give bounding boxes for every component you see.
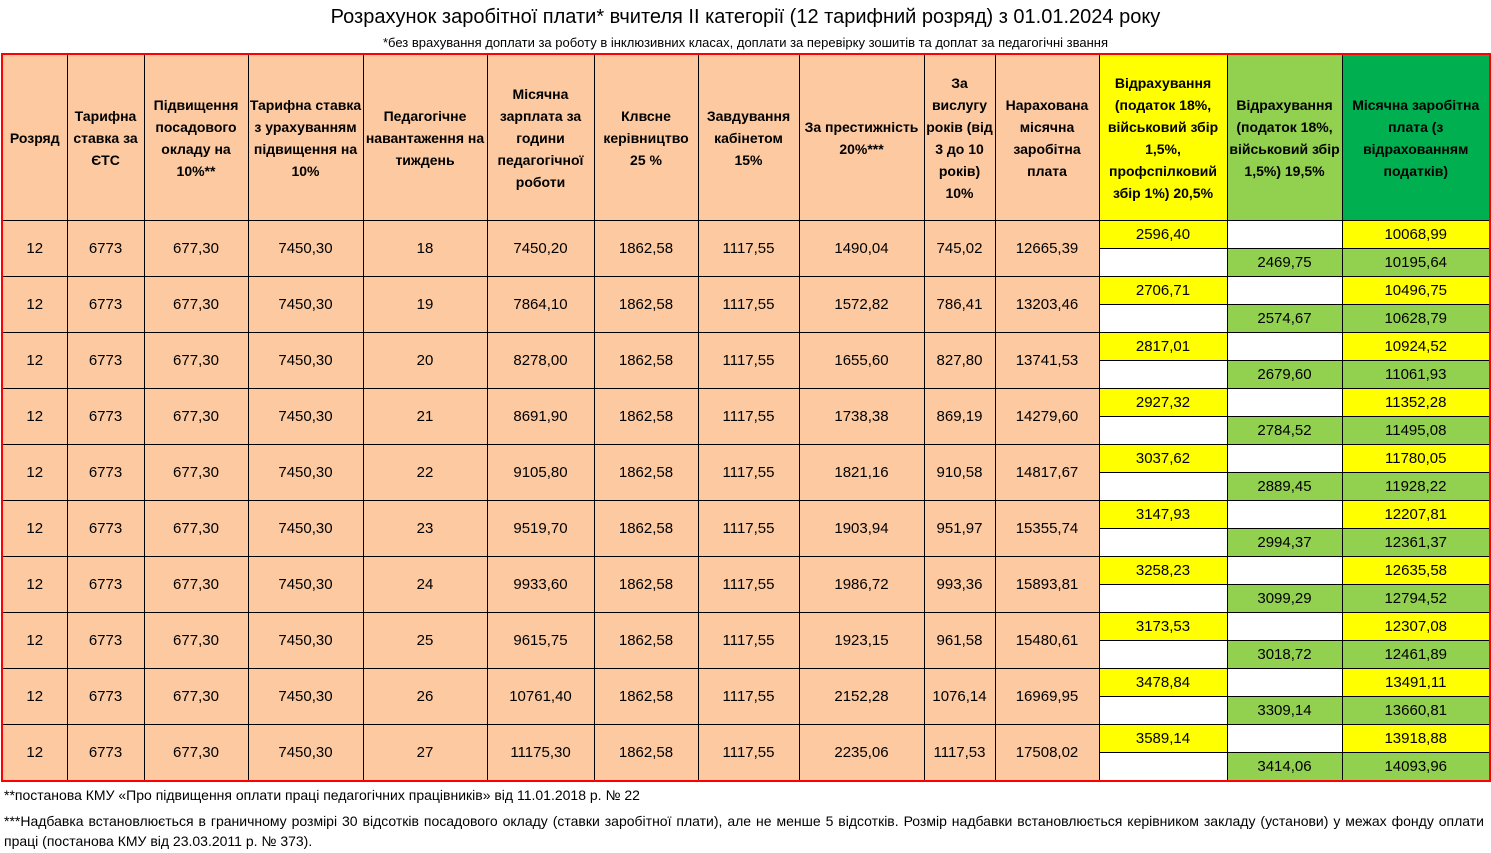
cell-pidvyshchennia: 677,30 [144,669,248,725]
cell-rozriad: 12 [2,725,67,782]
cell-empty [1099,529,1227,557]
cell-zaviduvannia-kabinetom: 1117,55 [698,389,799,445]
header-misiachna-zarplata: Місячна зарплата за години педагогічної роботи [487,54,594,221]
cell-vidrakhuvannia-195: 3414,06 [1227,753,1342,782]
table-row [2,613,1490,641]
cell-stavka-z-pidvyshchenniam: 7450,30 [248,221,363,277]
cell-navantazhennia: 23 [363,501,487,557]
cell-misiachna-zarplata: 11175,30 [487,725,594,782]
header-prestyzhnist: За престижність 20%*** [799,54,924,221]
cell-stavka-z-pidvyshchenniam: 7450,30 [248,445,363,501]
cell-misiachna-zarplata: 9519,70 [487,501,594,557]
cell-prestyzhnist: 1572,82 [799,277,924,333]
cell-vidrakhuvannia-205: 2706,71 [1099,277,1227,305]
cell-navantazhennia: 20 [363,333,487,389]
cell-vidrakhuvannia-195: 2784,52 [1227,417,1342,445]
table-row [2,445,1490,473]
cell-klasne-kerivnytstvo: 1862,58 [594,221,698,277]
cell-vysluha: 993,36 [924,557,995,613]
cell-narakhovana: 15355,74 [995,501,1099,557]
cell-prestyzhnist: 2235,06 [799,725,924,782]
cell-stavka-z-pidvyshchenniam: 7450,30 [248,557,363,613]
header-klasne-kerivnytstvo: Клвсне керівництво 25 % [594,54,698,221]
footnote-kmu-22: **постанова КМУ «Про підвищення оплати праці педагогічних працівників» від 11.01.2018 р. № 22 [4,787,640,803]
cell-misiachna-zarplata: 10761,40 [487,669,594,725]
cell-zaviduvannia-kabinetom: 1117,55 [698,501,799,557]
cell-empty [1227,389,1342,417]
cell-klasne-kerivnytstvo: 1862,58 [594,333,698,389]
header-rozriad: Розряд [2,54,67,221]
cell-vidrakhuvannia-205: 2596,40 [1099,221,1227,249]
cell-narakhovana: 14279,60 [995,389,1099,445]
cell-vysluha: 1076,14 [924,669,995,725]
cell-empty [1099,641,1227,669]
cell-vidrakhuvannia-195: 2679,60 [1227,361,1342,389]
cell-klasne-kerivnytstvo: 1862,58 [594,277,698,333]
cell-empty [1227,221,1342,249]
cell-vysluha: 951,97 [924,501,995,557]
cell-empty [1099,697,1227,725]
cell-navantazhennia: 19 [363,277,487,333]
cell-rozriad: 12 [2,557,67,613]
cell-vysluha: 827,80 [924,333,995,389]
cell-vidrakhuvannia-195: 2469,75 [1227,249,1342,277]
header-misiachna-zarobitna-plata: Місячна заробітна плата (з відрахованням податків) [1342,54,1490,221]
cell-vidrakhuvannia-205: 3589,14 [1099,725,1227,753]
cell-vidrakhuvannia-195: 3099,29 [1227,585,1342,613]
cell-empty [1099,473,1227,501]
header-navantazhennia: Педагогічне навантаження на тиждень [363,54,487,221]
cell-zarplata-205: 10924,52 [1342,333,1490,361]
cell-prestyzhnist: 1490,04 [799,221,924,277]
cell-narakhovana: 15893,81 [995,557,1099,613]
table-row [2,557,1490,585]
cell-empty [1227,557,1342,585]
header-narakhovana: Нарахована місячна заробітна плата [995,54,1099,221]
cell-zarplata-205: 11352,28 [1342,389,1490,417]
cell-empty [1227,669,1342,697]
cell-zaviduvannia-kabinetom: 1117,55 [698,221,799,277]
cell-vidrakhuvannia-205: 3258,23 [1099,557,1227,585]
cell-zaviduvannia-kabinetom: 1117,55 [698,669,799,725]
cell-stavka: 6773 [67,445,144,501]
cell-zarplata-195: 14093,96 [1342,753,1490,782]
cell-navantazhennia: 18 [363,221,487,277]
cell-narakhovana: 13741,53 [995,333,1099,389]
cell-prestyzhnist: 1986,72 [799,557,924,613]
cell-zarplata-195: 13660,81 [1342,697,1490,725]
cell-empty [1227,277,1342,305]
table-row [2,277,1490,305]
cell-rozriad: 12 [2,613,67,669]
cell-rozriad: 12 [2,389,67,445]
cell-vysluha: 1117,53 [924,725,995,782]
cell-navantazhennia: 21 [363,389,487,445]
cell-vidrakhuvannia-195: 2889,45 [1227,473,1342,501]
cell-stavka: 6773 [67,557,144,613]
cell-zarplata-195: 12461,89 [1342,641,1490,669]
cell-vidrakhuvannia-205: 2927,32 [1099,389,1227,417]
cell-empty [1227,333,1342,361]
cell-misiachna-zarplata: 7450,20 [487,221,594,277]
cell-vidrakhuvannia-205: 3147,93 [1099,501,1227,529]
page-subtitle: *без врахування доплати за роботу в інклюзивних класах, доплати за перевірку зошитів та доплат за педагогічні звання [383,35,1108,50]
cell-zarplata-195: 11061,93 [1342,361,1490,389]
cell-empty [1099,361,1227,389]
table-header-row [2,54,1490,221]
cell-pidvyshchennia: 677,30 [144,277,248,333]
table-row [2,669,1490,697]
cell-navantazhennia: 25 [363,613,487,669]
cell-zarplata-205: 10068,99 [1342,221,1490,249]
cell-misiachna-zarplata: 9105,80 [487,445,594,501]
cell-rozriad: 12 [2,445,67,501]
cell-empty [1227,725,1342,753]
cell-pidvyshchennia: 677,30 [144,725,248,782]
cell-vidrakhuvannia-195: 2574,67 [1227,305,1342,333]
cell-empty [1099,417,1227,445]
cell-navantazhennia: 24 [363,557,487,613]
cell-vysluha: 745,02 [924,221,995,277]
cell-empty [1099,585,1227,613]
cell-zaviduvannia-kabinetom: 1117,55 [698,613,799,669]
cell-stavka: 6773 [67,613,144,669]
cell-vidrakhuvannia-205: 2817,01 [1099,333,1227,361]
header-vidrakhuvannia-205: Відрахування (податок 18%, військовий збір 1,5%, профспілковий збір 1%) 20,5% [1099,54,1227,221]
cell-empty [1227,613,1342,641]
cell-zaviduvannia-kabinetom: 1117,55 [698,277,799,333]
cell-rozriad: 12 [2,277,67,333]
cell-rozriad: 12 [2,221,67,277]
cell-zarplata-205: 12207,81 [1342,501,1490,529]
cell-empty [1227,445,1342,473]
salary-table [1,53,1491,782]
header-zaviduvannia-kabinetom: Завдування кабінетом 15% [698,54,799,221]
cell-rozriad: 12 [2,333,67,389]
cell-zarplata-205: 13491,11 [1342,669,1490,697]
cell-stavka: 6773 [67,389,144,445]
cell-zarplata-205: 12307,08 [1342,613,1490,641]
cell-zaviduvannia-kabinetom: 1117,55 [698,333,799,389]
cell-vysluha: 786,41 [924,277,995,333]
table-row [2,389,1490,417]
cell-misiachna-zarplata: 7864,10 [487,277,594,333]
cell-klasne-kerivnytstvo: 1862,58 [594,613,698,669]
cell-narakhovana: 12665,39 [995,221,1099,277]
cell-misiachna-zarplata: 9615,75 [487,613,594,669]
cell-vidrakhuvannia-205: 3173,53 [1099,613,1227,641]
cell-prestyzhnist: 2152,28 [799,669,924,725]
header-pidvyshchennia: Підвищення посадового окладу на 10%** [144,54,248,221]
cell-rozriad: 12 [2,501,67,557]
cell-vidrakhuvannia-205: 3037,62 [1099,445,1227,473]
cell-empty [1099,753,1227,782]
cell-narakhovana: 16969,95 [995,669,1099,725]
cell-vidrakhuvannia-195: 3309,14 [1227,697,1342,725]
header-stavka: Тарифна ставка за ЄТС [67,54,144,221]
cell-stavka-z-pidvyshchenniam: 7450,30 [248,389,363,445]
cell-klasne-kerivnytstvo: 1862,58 [594,389,698,445]
cell-klasne-kerivnytstvo: 1862,58 [594,557,698,613]
cell-stavka-z-pidvyshchenniam: 7450,30 [248,725,363,782]
cell-stavka-z-pidvyshchenniam: 7450,30 [248,333,363,389]
cell-stavka: 6773 [67,221,144,277]
cell-zarplata-205: 11780,05 [1342,445,1490,473]
cell-zarplata-195: 10628,79 [1342,305,1490,333]
cell-prestyzhnist: 1738,38 [799,389,924,445]
cell-pidvyshchennia: 677,30 [144,613,248,669]
cell-narakhovana: 15480,61 [995,613,1099,669]
cell-zarplata-195: 12361,37 [1342,529,1490,557]
cell-narakhovana: 14817,67 [995,445,1099,501]
cell-rozriad: 12 [2,669,67,725]
header-stavka-z-pidvyshchenniam: Тарифна ставка з урахуванням підвищення на 10% [248,54,363,221]
cell-vidrakhuvannia-195: 2994,37 [1227,529,1342,557]
cell-navantazhennia: 22 [363,445,487,501]
cell-vidrakhuvannia-205: 3478,84 [1099,669,1227,697]
table-row [2,221,1490,249]
cell-misiachna-zarplata: 8278,00 [487,333,594,389]
cell-navantazhennia: 27 [363,725,487,782]
cell-pidvyshchennia: 677,30 [144,501,248,557]
cell-klasne-kerivnytstvo: 1862,58 [594,501,698,557]
cell-zarplata-205: 10496,75 [1342,277,1490,305]
cell-pidvyshchennia: 677,30 [144,221,248,277]
table-row [2,725,1490,753]
cell-pidvyshchennia: 677,30 [144,557,248,613]
table-body [2,221,1490,782]
cell-klasne-kerivnytstvo: 1862,58 [594,725,698,782]
cell-misiachna-zarplata: 9933,60 [487,557,594,613]
cell-navantazhennia: 26 [363,669,487,725]
cell-zarplata-205: 13918,88 [1342,725,1490,753]
cell-vysluha: 869,19 [924,389,995,445]
cell-stavka-z-pidvyshchenniam: 7450,30 [248,501,363,557]
cell-prestyzhnist: 1903,94 [799,501,924,557]
footnote-kmu-373: ***Надбавка встановлюється в граничному розмірі 30 відсотків посадового окладу (ставки заробітної плати), але не менше 5 відсотків. Розмір надбавки встановлюється керівником закладу (установи) у межах фонду оплати праці (постанова КМУ від 23.03.2011 р. № 373). [4,813,1484,849]
cell-klasne-kerivnytstvo: 1862,58 [594,669,698,725]
cell-vysluha: 910,58 [924,445,995,501]
cell-prestyzhnist: 1923,15 [799,613,924,669]
cell-stavka-z-pidvyshchenniam: 7450,30 [248,613,363,669]
cell-klasne-kerivnytstvo: 1862,58 [594,445,698,501]
cell-narakhovana: 13203,46 [995,277,1099,333]
table-row [2,501,1490,529]
cell-stavka: 6773 [67,669,144,725]
cell-pidvyshchennia: 677,30 [144,333,248,389]
cell-zaviduvannia-kabinetom: 1117,55 [698,725,799,782]
cell-misiachna-zarplata: 8691,90 [487,389,594,445]
cell-stavka: 6773 [67,725,144,782]
cell-empty [1099,249,1227,277]
cell-narakhovana: 17508,02 [995,725,1099,782]
cell-stavka: 6773 [67,501,144,557]
cell-zarplata-195: 12794,52 [1342,585,1490,613]
cell-empty [1227,501,1342,529]
cell-empty [1099,305,1227,333]
cell-zarplata-195: 10195,64 [1342,249,1490,277]
page-title: Розрахунок заробітної плати* вчителя ІІ категорії (12 тарифний розряд) з 01.01.2024 року [330,6,1161,28]
cell-zaviduvannia-kabinetom: 1117,55 [698,445,799,501]
cell-prestyzhnist: 1655,60 [799,333,924,389]
cell-prestyzhnist: 1821,16 [799,445,924,501]
cell-stavka: 6773 [67,333,144,389]
cell-pidvyshchennia: 677,30 [144,389,248,445]
cell-stavka-z-pidvyshchenniam: 7450,30 [248,669,363,725]
cell-stavka: 6773 [67,277,144,333]
cell-zarplata-195: 11495,08 [1342,417,1490,445]
cell-zarplata-205: 12635,58 [1342,557,1490,585]
cell-stavka-z-pidvyshchenniam: 7450,30 [248,277,363,333]
header-vysluha: За вислугу років (від 3 до 10 років) 10% [924,54,995,221]
cell-zarplata-195: 11928,22 [1342,473,1490,501]
header-vidrakhuvannia-195: Відрахування (податок 18%, військовий збір 1,5%) 19,5% [1227,54,1342,221]
cell-vidrakhuvannia-195: 3018,72 [1227,641,1342,669]
table-row [2,333,1490,361]
cell-pidvyshchennia: 677,30 [144,445,248,501]
cell-zaviduvannia-kabinetom: 1117,55 [698,557,799,613]
cell-vysluha: 961,58 [924,613,995,669]
